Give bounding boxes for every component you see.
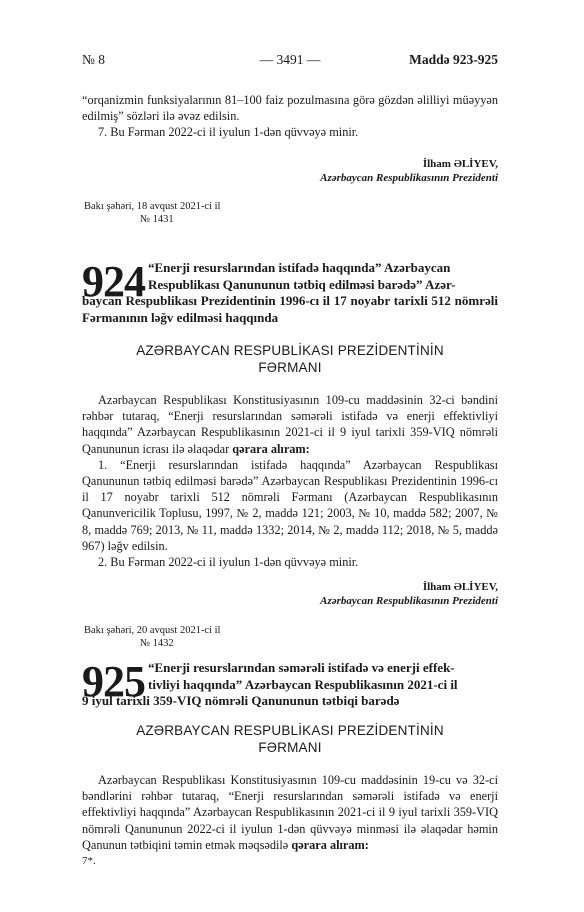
signer-name: İlham ƏLİYEV, — [422, 157, 498, 170]
heading-line: AZƏRBAYCAN RESPUBLİKASI PREZİDENTİNİN — [136, 343, 444, 358]
paragraph: “orqanizmin funksiyalarının 81–100 faiz pozulmasına görə gözdən əlilliyi müəyyən edilmiş” sözləri ilə əvəz edilsin. — [82, 93, 498, 124]
place-date: Bakı şəhəri, 18 avqust 2021-ci il — [84, 200, 221, 212]
paragraph-text: Azərbaycan Respublikası Konstitusiyasının 109-cu maddəsinin 32-ci bəndini rəhbər tutaraq, “Enerji resurslarından səmərəli istifadə və enerji effektivliyi haqqında” Azərbaycan Respublikasının 2021-ci il 9 iyul tarixli 359-VIQ nömrəli Qanununun icrası ilə əlaqədar — [82, 393, 498, 456]
decree-title-line: Respublikası Qanununun tətbiq edilməsi barədə” Azər- — [148, 276, 456, 292]
decree-924 — [82, 257, 498, 650]
decree-title-rest: baycan Respublikası Prezidentinin 1996-cı il 17 noyabr tarixli 512 nömrəli Fərmanının ləğv edilməsi haqqında — [82, 293, 498, 325]
heading-line: FƏRMANI — [258, 740, 322, 755]
decree-number: 925 — [82, 657, 145, 706]
signer-name: İlham ƏLİYEV, — [422, 581, 498, 594]
heading-line: FƏRMANI — [258, 360, 322, 375]
article-range: Maddə 923-925 — [409, 52, 498, 67]
resolution-phrase: qərara alıram: — [291, 837, 369, 852]
place-date: Bakı şəhəri, 20 avqust 2021-ci il — [84, 625, 221, 637]
decree-title-block — [82, 257, 498, 326]
place-date-block — [84, 624, 498, 650]
signature-block — [82, 580, 498, 608]
decree-number: 924 — [82, 257, 145, 306]
place-date-block — [84, 200, 498, 226]
decree-925 — [82, 657, 498, 869]
decree-heading — [82, 342, 498, 376]
paragraph-text: Azərbaycan Respublikası Konstitusiyasının 109-cu maddəsinin 19-cu və 32-ci bəndlərini rəhbər tutaraq, “Enerji resurslarından səmərəli istifadə və enerji effektivliyi haqqında” Azərbaycan Respublikasının 2021-ci il 9 iyul tarixli 359-VIQ nömrəli Qanununun 2022-ci il iyulun 1-dən qüvvəyə minməsi ilə əlaqədar həmin Qanunun tətbiqini təmin etmək məqsədilə — [82, 773, 498, 852]
signer-title: Azərbaycan Respublikasının Prezidenti — [320, 595, 498, 608]
signature-block — [82, 157, 498, 185]
footnote-marker: 7*. — [82, 855, 96, 868]
signer-title: Azərbaycan Respublikasının Prezidenti — [320, 171, 498, 184]
page-header — [82, 52, 498, 70]
decree-title-rest: 9 iyul tarixli 359-VIQ nömrəli Qanununun tətbiqi barədə — [82, 693, 400, 708]
decree-title-line: tivliyi haqqında” Azərbaycan Respublikasının 2021-ci il — [148, 676, 458, 692]
decree-ref-number: № 1432 — [140, 638, 174, 650]
heading-line: AZƏRBAYCAN RESPUBLİKASI PREZİDENTİNİN — [136, 723, 444, 738]
decree-title-line: “Enerji resurslarından səmərəli istifadə və enerji effek- — [148, 660, 455, 675]
previous-decree-ending — [82, 92, 498, 226]
decree-heading — [82, 722, 498, 756]
decree-title-block — [82, 657, 498, 722]
issue-number: № 8 — [82, 52, 106, 67]
paragraph: 2. Bu Fərman 2022-ci il iyulun 1-dən qüvvəyə minir. — [98, 555, 359, 570]
paragraph: 7. Bu Fərman 2022-ci il iyulun 1-dən qüvvəyə minir. — [98, 125, 359, 140]
page-number: — 3491 — — [259, 52, 321, 67]
decree-title-line: “Enerji resurslarından istifadə haqqında” Azərbaycan — [148, 260, 451, 275]
resolution-phrase: qərara alıram: — [232, 441, 310, 456]
paragraph: 1. “Enerji resurslarından istifadə haqqında” Azərbaycan Respublikası Qanununun tətbiq edilməsi barədə” Azərbaycan Respublikası Prezidentinin 1996-cı il 17 noyabr tarixli 512 nömrəli Fərmanı (Azərbaycan Respublikasının Qanunvericilik Toplusu, 1997, № 2, maddə 121; 2003, № 10, maddə 582; 2007, № 8, maddə 769; 2013, № 11, maddə 1332; 2014, № 2, maddə 112; 2018, № 5, maddə 967) ləğv edilsin. — [82, 457, 498, 553]
decree-ref-number: № 1431 — [140, 213, 174, 225]
paragraph — [82, 772, 498, 853]
paragraph — [82, 392, 498, 457]
